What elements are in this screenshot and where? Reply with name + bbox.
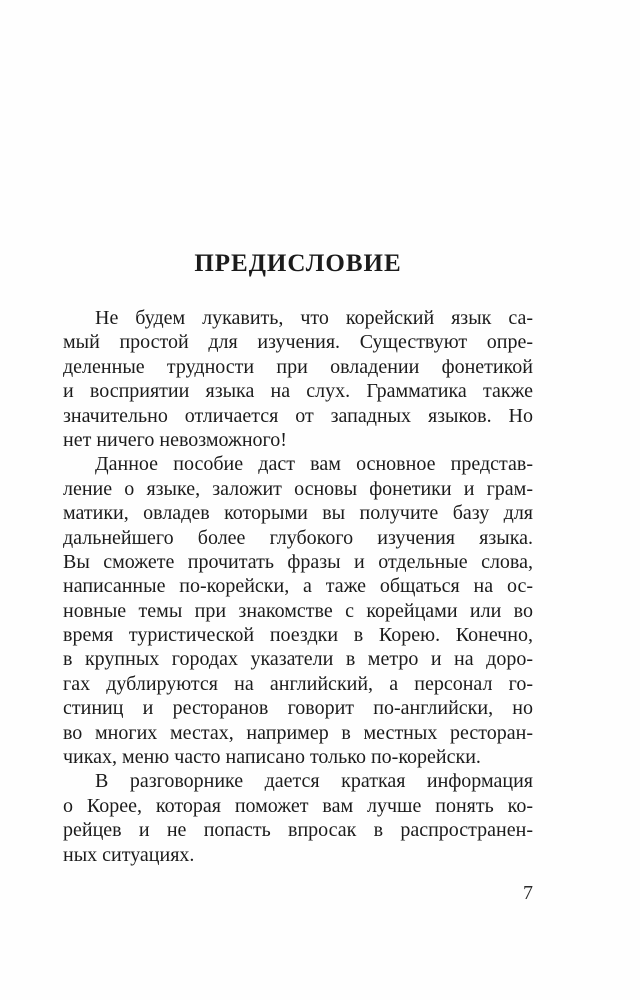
- text-line: рейцев и не попасть впросак в распространен-: [63, 819, 533, 842]
- paragraph: [63, 769, 533, 867]
- text-line: дальнейшего более глубокого изучения языка.: [63, 526, 533, 549]
- text-line: Данное пособие даст вам основное представ-: [95, 453, 533, 476]
- paragraph: [63, 452, 533, 769]
- text-line: во многих местах, например в местных ресторан-: [63, 721, 533, 744]
- text-line: новные темы при знакомстве с корейцами или во: [63, 599, 533, 622]
- chapter-title: ПРЕДИСЛОВИЕ: [194, 250, 402, 277]
- text-line: в крупных городах указатели в метро и на доро-: [63, 648, 533, 671]
- text-line: нет ничего невозможного!: [63, 428, 287, 451]
- text-line: чиках, меню часто написано только по-корейски.: [63, 746, 481, 769]
- text-line: и восприятии языка на слух. Грамматика также: [63, 380, 533, 403]
- text-line: значительно отличается от западных языков. Но: [63, 404, 533, 427]
- text-line: стиниц и ресторанов говорит по-английски, но: [63, 697, 533, 720]
- body-text: [63, 306, 533, 867]
- page-number: 7: [523, 882, 533, 904]
- text-line: гах дублируются на английский, а персонал го-: [63, 672, 533, 695]
- text-line: деленные трудности при овладении фонетикой: [63, 355, 533, 378]
- paragraph: [63, 306, 533, 452]
- text-line: Вы сможете прочитать фразы и отдельные слова,: [63, 550, 533, 573]
- text-line: о Корее, которая поможет вам лучше понять ко-: [63, 794, 533, 817]
- text-line: написанные по-корейски, а таже общаться на ос-: [63, 575, 533, 598]
- text-line: время туристической поездки в Корею. Конечно,: [63, 624, 533, 647]
- text-line: матики, овладев которыми вы получите базу для: [63, 502, 533, 525]
- text-line: В разговорнике дается краткая информация: [95, 770, 533, 793]
- text-line: мый простой для изучения. Существуют опре-: [63, 331, 533, 354]
- text-line: ных ситуациях.: [63, 843, 195, 866]
- text-line: ление о языке, заложит основы фонетики и грам-: [63, 477, 533, 500]
- text-line: Не будем лукавить, что корейский язык са-: [95, 307, 533, 329]
